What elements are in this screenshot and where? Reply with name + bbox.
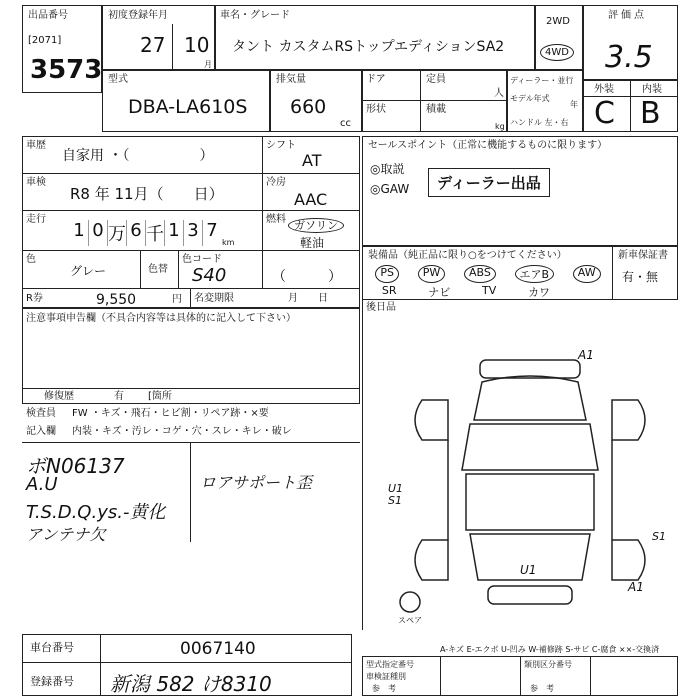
hand-right-note: ロアサポート歪 [200,473,313,492]
dealer-car: ディーラー出品 [428,168,550,197]
model-year-label: モデル年式 [510,94,550,103]
equipment-item: AW [573,265,601,283]
name-grade: タント カスタムRSトップエディションSA2 [232,39,505,55]
capacity-label: 定員 [426,74,446,85]
mileage-digit: 7 [202,220,221,246]
mileage-digit: 千 [145,220,164,246]
hand-line1: ボN06137 [26,454,125,478]
mileage-digits [70,220,221,246]
color-label: 色 [26,254,36,265]
mileage-digit: 6 [126,220,145,246]
shift-value: AT [302,151,322,170]
equipment-row1 [366,265,610,283]
equipment-item: PW [418,265,446,283]
usage-label: 車歴 [26,140,46,151]
mileage-digit: 0 [88,220,107,246]
equipment-item: エアB [515,265,555,283]
sales-gaw: ◎GAW [370,182,410,196]
color-value: グレー [70,264,107,278]
mileage-label: 走行 [26,214,46,225]
warranty-value: 有・無 [622,270,659,284]
displacement-value: 660 [290,96,327,118]
entry-label: 記入欄 [26,426,56,437]
interior-grade: B [640,96,661,131]
score-label: 評価点 [608,10,647,21]
person-unit: 人 [494,88,504,99]
reg-no-label: 登録番号 [30,675,74,688]
sales-label: セールスポイント（正常に機能するものに限ります） [368,140,608,151]
lot-code: [2071] [28,35,62,46]
mileage-digit: 1 [164,220,183,246]
first-reg-month: 10 [184,33,210,57]
class-label: 類別区分番号 [524,660,572,669]
month-unit: 月 [204,60,212,69]
sales-manual: ◎取説 [370,162,405,176]
usage-value: 自家用 ・（ ） [62,148,214,164]
car-damage-diagram [362,340,678,620]
mileage-digit: 万 [107,220,126,246]
color-code-label: 色コード [182,254,222,265]
displacement-label: 排気量 [276,74,306,85]
shift-label: シフト [266,140,296,151]
equipment-item: PS [375,265,399,283]
car-no-value: 0067140 [180,639,256,659]
reg-no-value: 新潟 582 け8310 [110,672,272,696]
fuel-other: 軽油 [300,236,325,250]
repair-label: 修復歴 [44,391,74,402]
inspection-value: R8 年 11月（ 日） [70,185,224,203]
note-label: 後日品 [366,302,396,313]
mileage-digit: 1 [73,220,85,241]
recycle-value: 9,550 [96,292,137,308]
color-change-label: 色替 [148,264,168,275]
recycle-yen: 円 [172,294,182,305]
equipment-item: TV [482,284,497,297]
equipment-label: 装備品（純正品に限り○をつけてください） [368,250,567,261]
equipment-item: カワ [528,286,551,299]
door-label: ドア [366,74,386,85]
class-ref: 参 考 [530,684,554,693]
diagram-mark-a1-bottom: A1 [628,580,644,594]
score-value: 3.5 [605,40,653,75]
fuel-selected: ガソリン [288,218,344,233]
inspection-label: 車検 [26,177,46,188]
recycle-label: R券 [26,293,43,304]
load-label: 積載 [426,104,446,115]
equipment-item: ABS [464,265,496,283]
diagram-mark-s1-right: S1 [652,530,666,543]
lot-number: 3573 [30,55,103,85]
reg-cert-label: 車検証種別 [366,672,406,681]
lot-label: 出品番号 [28,10,68,21]
dealer-label: ディーラー・並行 [510,76,574,85]
equipment-row2 [366,284,566,300]
hand-line3: T.S.D.Q.ys.-黄化 [26,502,166,523]
repair-place: [箇所 [148,391,172,402]
model-label: 型式 [108,74,128,85]
diagram-mark-s1-left: S1 [388,494,402,507]
inspector-row2: 内装・キズ・汚レ・コゲ・穴・スレ・キレ・破レ [72,426,292,437]
ac-label: 冷房 [266,177,286,188]
inspector-label: 検査員 [26,408,56,419]
diagram-mark-u1-center: U1 [520,563,537,577]
mileage-digit: 3 [183,220,202,246]
damage-legend: A-キズ E-エクボ U-凹み W-補修跡 S-サビ C-腐食 ××-交換済 [440,645,660,654]
hand-line2: A.U [26,474,58,495]
inspector-row1: FW ・キズ・飛石・ヒビ割・リペア跡・×要 [72,408,269,419]
equipment-item: SR [381,284,397,297]
model-cert-ref: 参 考 [372,684,396,693]
color-code: S40 [192,265,227,286]
model-value: DBA-LA610S [128,96,248,118]
warranty-label: 新車保証書 [618,250,668,261]
car-no-label: 車台番号 [30,641,74,654]
name-change-label: 名変期限 [194,293,234,304]
handle-label: ハンドル 左・右 [510,118,569,127]
drive-2wd: 2WD [546,16,570,27]
year-unit: 年 [570,100,578,109]
km-unit: km [222,238,235,247]
interior-label: 内装 [642,84,662,95]
first-reg-label: 初度登録年月 [108,10,168,21]
equipment-item: ナビ [428,286,451,299]
shape-label: 形状 [366,104,386,115]
notes-label: 注意事項申告欄（不具合内容等は具体的に記入して下さい） [26,313,296,324]
diagram-mark-a1-top: A1 [578,348,594,362]
drive-4wd: 4WD [540,44,574,61]
cc-unit: cc [340,118,351,129]
exterior-grade: C [594,96,615,131]
ac-value: AAC [294,190,328,209]
repair-value: 有 [114,391,124,402]
spare-label: スペア [398,616,422,625]
exterior-label: 外装 [594,84,614,95]
name-grade-label: 車名・グレード [220,10,290,21]
diagram-mark-u1-left: U1 [388,482,404,495]
fuel-label: 燃料 [266,214,286,225]
first-reg-year: 27 [140,33,166,57]
hand-line4: アンテナ欠 [26,525,106,544]
fuel-paren: （ ） [272,269,342,285]
name-change-value: 月 日 [288,293,328,304]
model-cert-label: 型式指定番号 [366,660,414,669]
kg-unit: kg [495,122,505,131]
